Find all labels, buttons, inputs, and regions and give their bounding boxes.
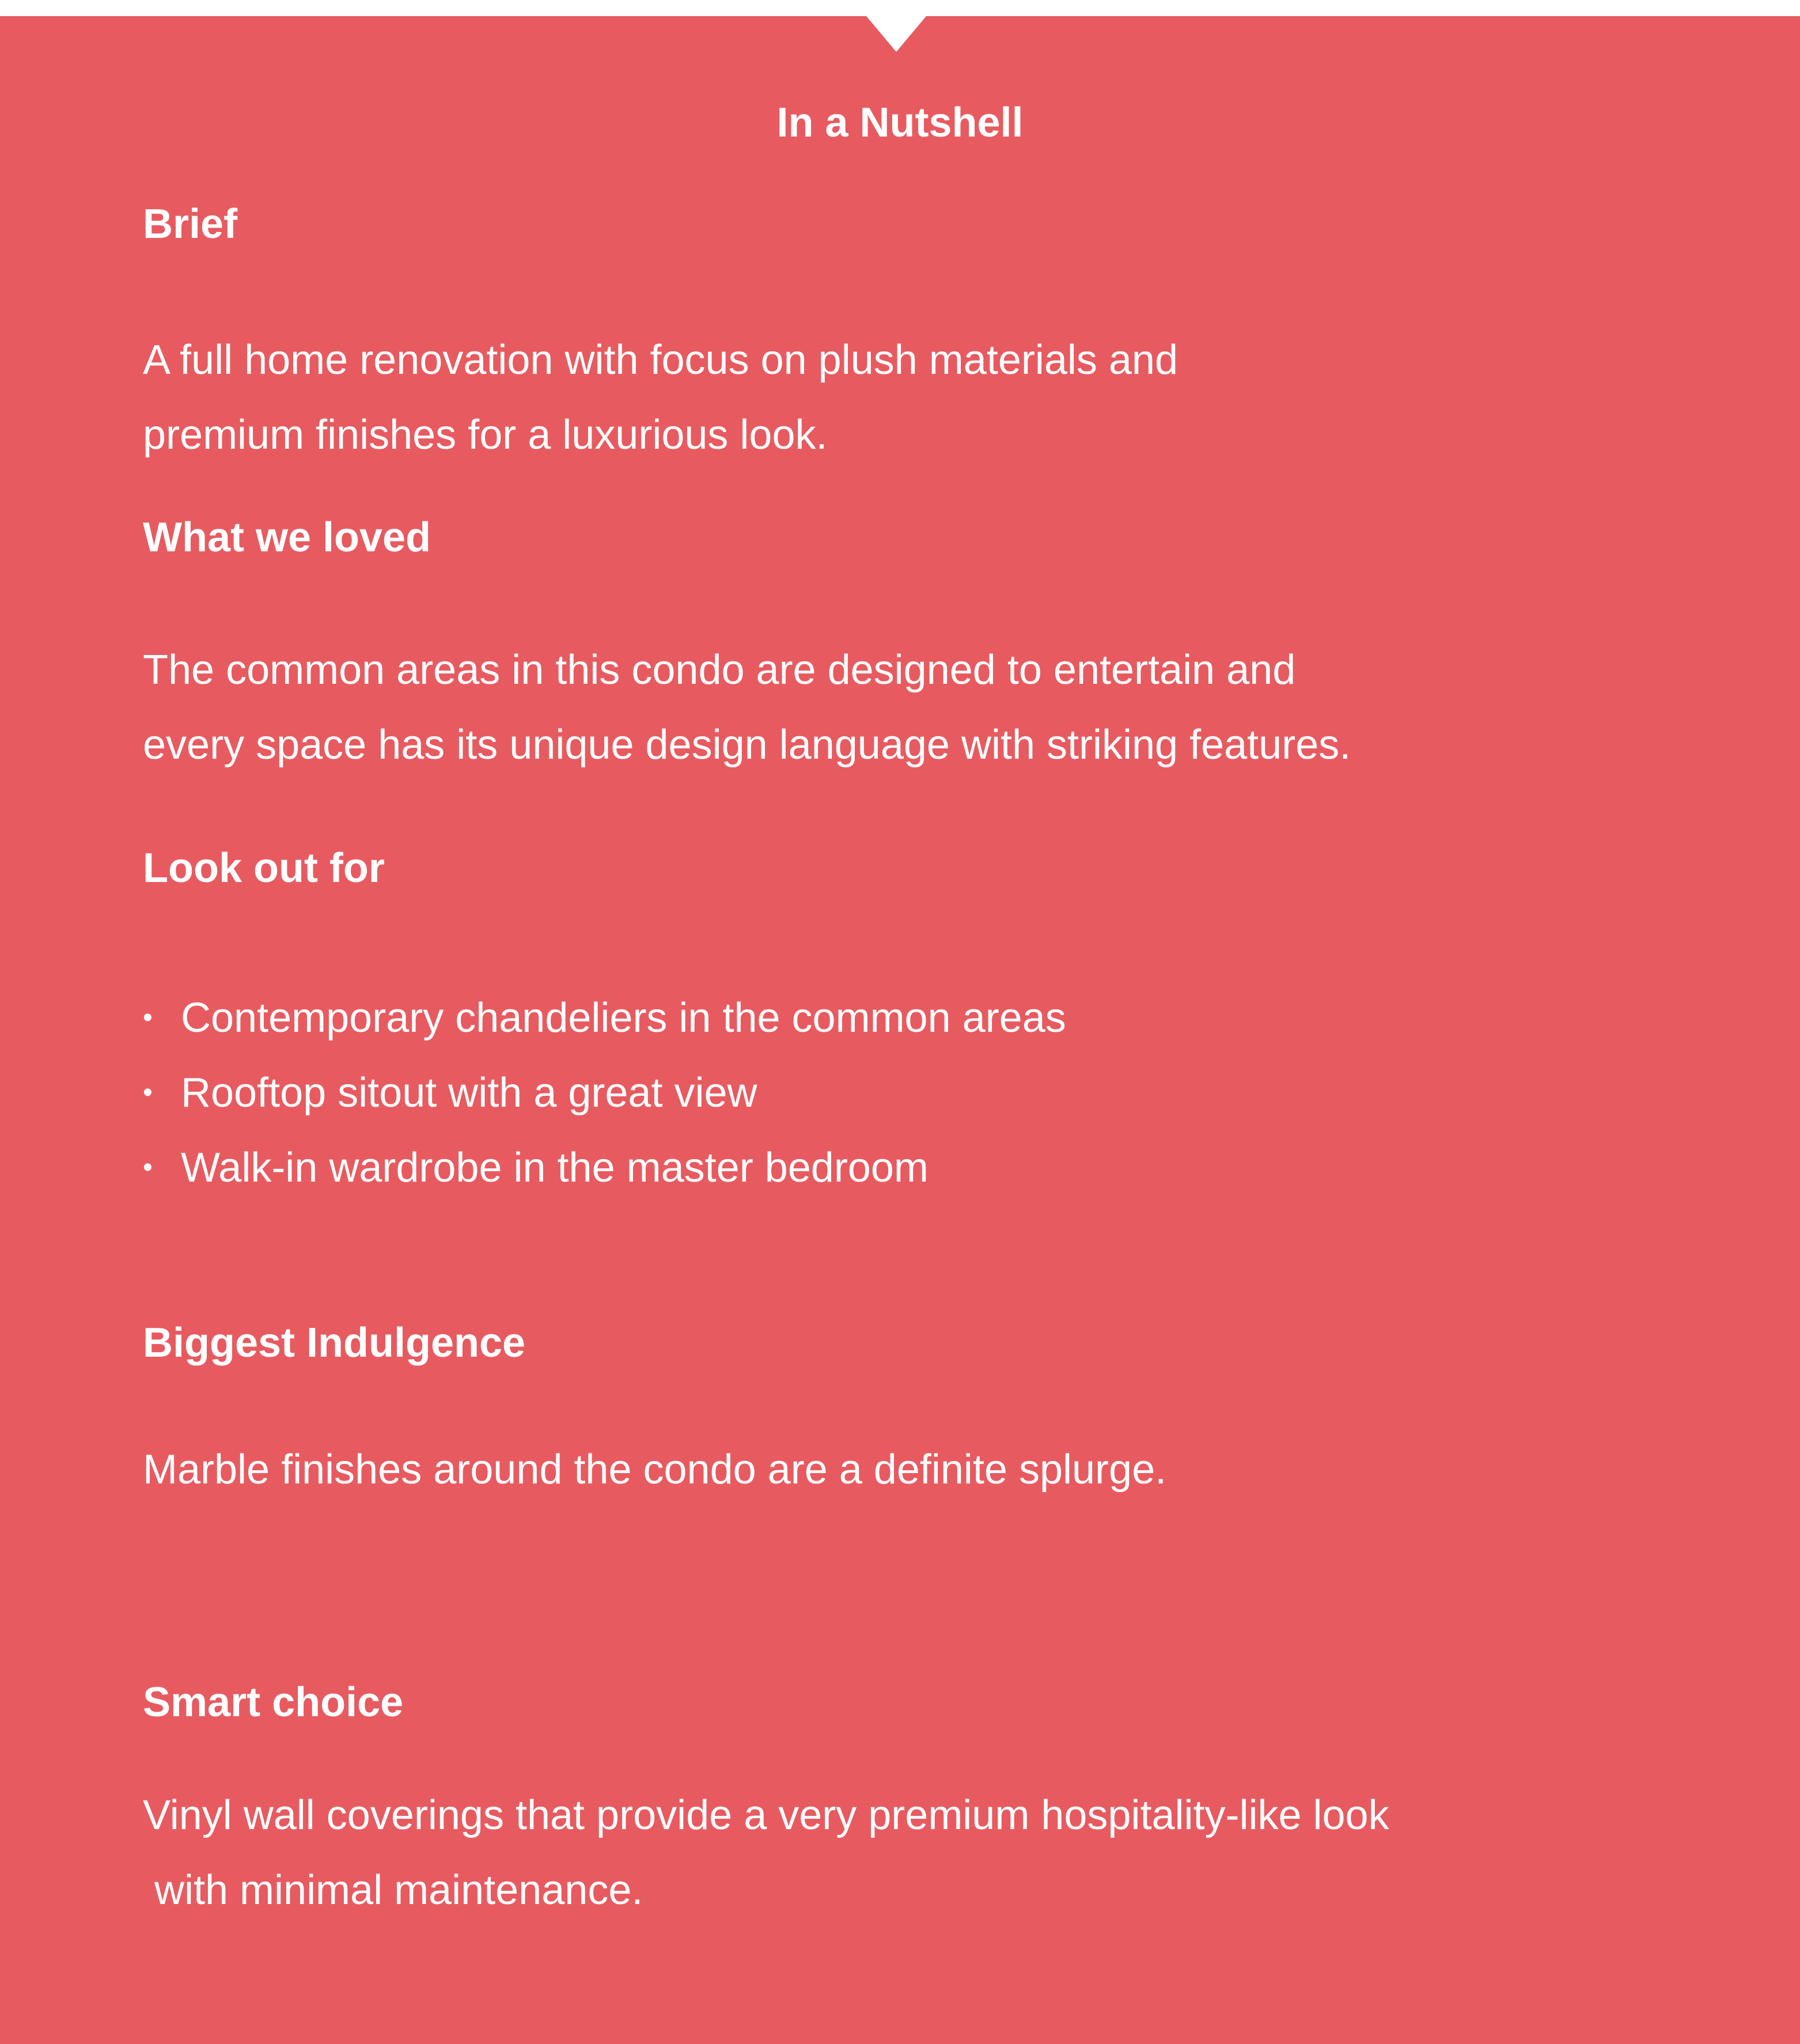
page-title: In a Nutshell [776,100,1024,146]
pointer-notch [866,16,926,52]
bullet-icon: • [143,1002,153,1033]
lookout-heading: Look out for [143,845,385,891]
brief-heading: Brief [143,201,238,247]
bullet-icon: • [143,1152,153,1183]
list-item-label: Walk-in wardrobe in the master bedroom [181,1145,929,1191]
brief-line-1: A full home renovation with focus on plush materials and [143,337,1178,383]
loved-line-1: The common areas in this condo are designed to entertain and [143,647,1296,693]
loved-line-2: every space has its unique design language with striking features. [143,722,1351,768]
list-item-label: Contemporary chandeliers in the common areas [181,995,1066,1041]
indulgence-line-1: Marble finishes around the condo are a definite splurge. [143,1447,1167,1493]
smart-line-2: with minimal maintenance. [143,1867,643,1913]
list-item [143,1130,1066,1205]
smart-heading: Smart choice [143,1679,404,1725]
list-item-label: Rooftop sitout with a great view [181,1070,757,1116]
list-item [143,1055,1066,1130]
brief-line-2: premium finishes for a luxurious look. [143,412,828,458]
indulgence-text [143,1432,1166,1507]
lookout-list [143,981,1066,1205]
list-item [143,981,1066,1055]
loved-text [143,633,1351,782]
brief-text [143,323,1178,472]
smart-text [143,1778,1389,1928]
indulgence-heading: Biggest Indulgence [143,1320,526,1366]
loved-heading: What we loved [143,514,431,561]
bullet-icon: • [143,1077,153,1108]
smart-line-1: Vinyl wall coverings that provide a very premium hospitality-like look [143,1792,1389,1838]
